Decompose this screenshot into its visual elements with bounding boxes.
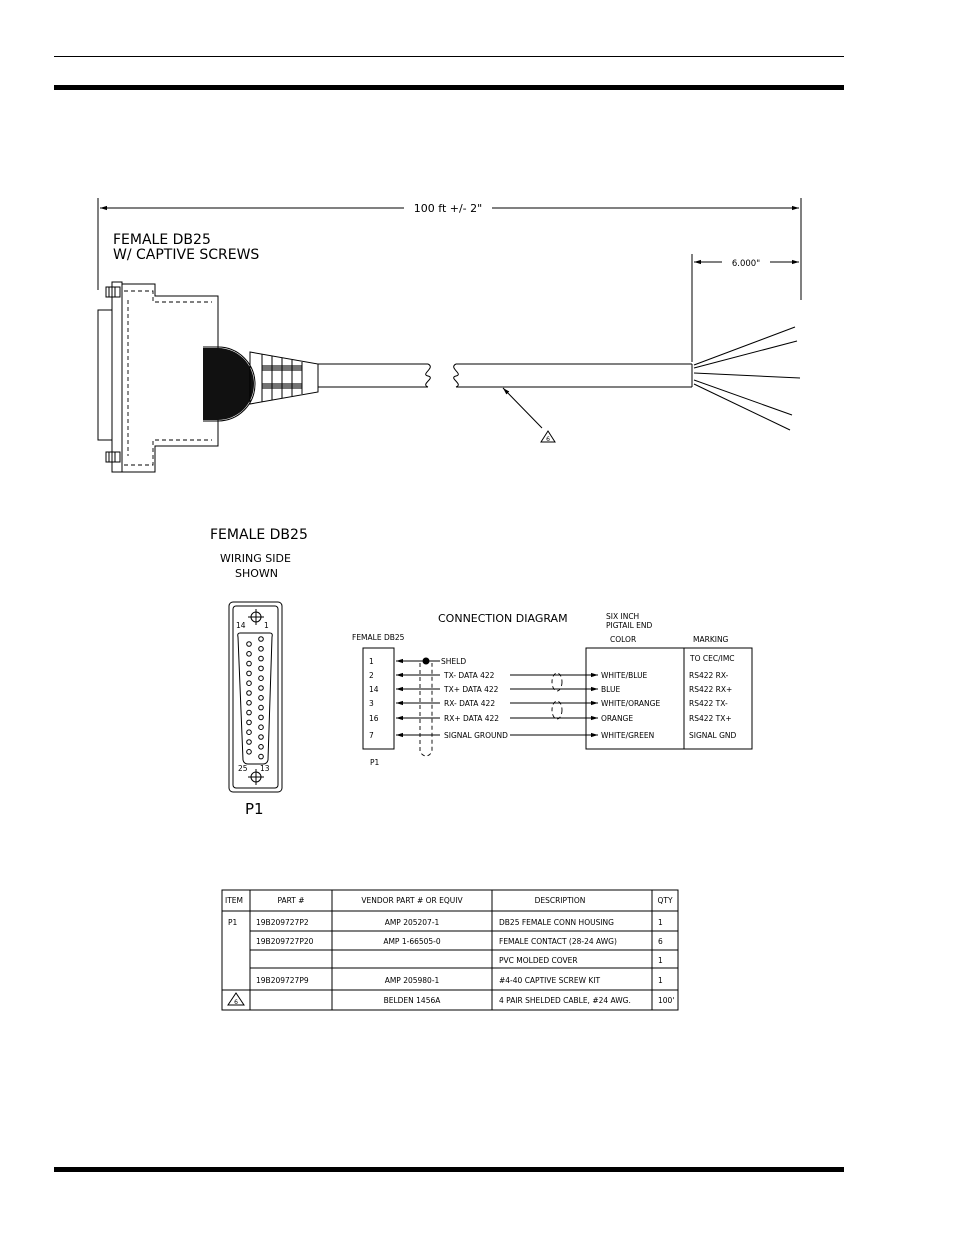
color-header: COLOR [610, 635, 637, 644]
bom-vendor: AMP 205980-1 [384, 976, 440, 985]
pigtail-wires [694, 327, 800, 430]
connection-signal: TX- DATA 422 [444, 671, 495, 680]
connection-pin: 1 [369, 657, 374, 666]
db25-face [229, 602, 282, 792]
overall-length-label: 100 ft +/- 2" [413, 202, 483, 215]
connection-row [369, 671, 729, 680]
connection-row [369, 731, 737, 740]
connection-signal: RX- DATA 422 [444, 699, 496, 708]
pin-25-label: 25 [238, 764, 248, 773]
connection-row [369, 685, 732, 694]
connection-color: WHITE/BLUE [601, 671, 648, 680]
bom-part: 19B209727P2 [256, 918, 309, 927]
pin-hole [259, 735, 264, 740]
bom-row [256, 976, 663, 985]
cable-body [318, 364, 692, 387]
bom-row [256, 918, 663, 927]
connection-signal: SIGNAL GROUND [444, 731, 508, 740]
pin-hole [247, 750, 252, 755]
pin-hole [247, 730, 252, 735]
marking-header: MARKING [693, 635, 729, 644]
connection-right-header-2: PIGTAIL END [606, 621, 653, 630]
connection-pin: 14 [369, 685, 379, 694]
pigtail-length-label: 6.000" [731, 259, 761, 269]
bom-qty: 6 [658, 937, 663, 946]
pinout-title: FEMALE DB25 [210, 527, 308, 543]
bom-item-p1: P1 [228, 918, 238, 927]
pin-hole [247, 681, 252, 686]
connection-color: WHITE/ORANGE [601, 699, 661, 708]
bom-header-part: PART # [277, 896, 305, 905]
pinout-designator: P1 [245, 800, 264, 818]
bom-vendor: AMP 1-66505-0 [383, 937, 441, 946]
bom-desc: #4-40 CAPTIVE SCREW KIT [499, 976, 601, 985]
pin-hole [259, 676, 264, 681]
connection-row [369, 699, 728, 708]
twisted-pair-marks [552, 673, 562, 719]
pin-hole [259, 725, 264, 730]
pin-14-label: 14 [236, 621, 246, 630]
bom-desc: PVC MOLDED COVER [499, 956, 578, 965]
connection-left-header: FEMALE DB25 [352, 633, 405, 642]
bom-qty: 1 [658, 976, 663, 985]
pin-hole [247, 720, 252, 725]
connection-signal: SHELD [441, 657, 467, 666]
connector-label-2: W/ CAPTIVE SCREWS [113, 247, 260, 263]
pin-hole [259, 715, 264, 720]
connection-marking: RS422 TX+ [689, 714, 732, 723]
marking-first: TO CEC/IMC [690, 654, 735, 663]
connection-marking: RS422 RX- [689, 671, 729, 680]
bom-qty: 1 [658, 918, 663, 927]
pin-hole [247, 642, 252, 647]
pin-hole [259, 754, 264, 759]
bom-table [222, 890, 678, 1010]
connection-right-header-1: SIX INCH [606, 612, 640, 621]
bom-qty: 100' [658, 996, 675, 1005]
pin-hole [259, 745, 264, 750]
connection-title: CONNECTION DIAGRAM [438, 612, 568, 625]
pin-hole [247, 740, 252, 745]
connection-pin: 7 [369, 731, 374, 740]
bom-header-qty: QTY [657, 896, 673, 905]
bom-desc: FEMALE CONTACT (28-24 AWG) [499, 937, 617, 946]
bom-item-6: 6 [234, 999, 238, 1006]
bom-qty: 1 [658, 956, 663, 965]
connector-label-1: FEMALE DB25 [113, 232, 211, 248]
bom-part: 19B209727P9 [256, 976, 309, 985]
pin-hole [247, 691, 252, 696]
bom-vendor: BELDEN 1456A [383, 996, 441, 1005]
pin-hole [259, 666, 264, 671]
pinout-subtitle-1: WIRING SIDE [220, 552, 291, 565]
callout-number: 6 [546, 436, 550, 443]
connection-marking: RS422 TX- [689, 699, 728, 708]
bom-row [499, 956, 663, 965]
bom-header-desc: DESCRIPTION [534, 896, 586, 905]
bom-part: 19B209727P20 [256, 937, 314, 946]
bom-row [384, 996, 675, 1005]
cable-callout [503, 388, 555, 443]
pin-hole [247, 661, 252, 666]
connection-row [369, 657, 466, 666]
bom-row [256, 937, 663, 946]
p1-pin-block [363, 648, 394, 749]
bom-header-vendor: VENDOR PART # OR EQUIV [361, 896, 463, 905]
connection-left-designator: P1 [370, 758, 380, 767]
pin-hole [247, 701, 252, 706]
connection-row [369, 714, 732, 723]
pin-hole [259, 656, 264, 661]
connection-pin: 3 [369, 699, 374, 708]
pin-hole [259, 705, 264, 710]
pin-hole [247, 652, 252, 657]
connection-marking: SIGNAL GND [689, 731, 737, 740]
pin-13-label: 13 [260, 764, 270, 773]
pin-hole [259, 637, 264, 642]
pin-hole [259, 696, 264, 701]
connection-pin: 2 [369, 671, 374, 680]
connection-pin: 16 [369, 714, 379, 723]
connection-color: BLUE [601, 685, 621, 694]
connection-marking: RS422 RX+ [689, 685, 733, 694]
connection-color: WHITE/GREEN [601, 731, 655, 740]
pin-1-label: 1 [264, 621, 269, 630]
pin-hole [247, 710, 252, 715]
bom-vendor: AMP 205207-1 [384, 918, 440, 927]
db25-connector-side-view [98, 282, 318, 472]
connection-signal: TX+ DATA 422 [444, 685, 499, 694]
pin-hole [247, 671, 252, 676]
connection-signal: RX+ DATA 422 [444, 714, 500, 723]
pinout-subtitle-2: SHOWN [235, 567, 279, 580]
pin-hole [259, 686, 264, 691]
connection-color: ORANGE [601, 714, 634, 723]
bom-header-item: ITEM [225, 896, 244, 905]
bom-desc: 4 PAIR SHELDED CABLE, #24 AWG. [499, 996, 631, 1005]
bom-desc: DB25 FEMALE CONN HOUSING [499, 918, 614, 927]
pin-hole [259, 647, 264, 652]
